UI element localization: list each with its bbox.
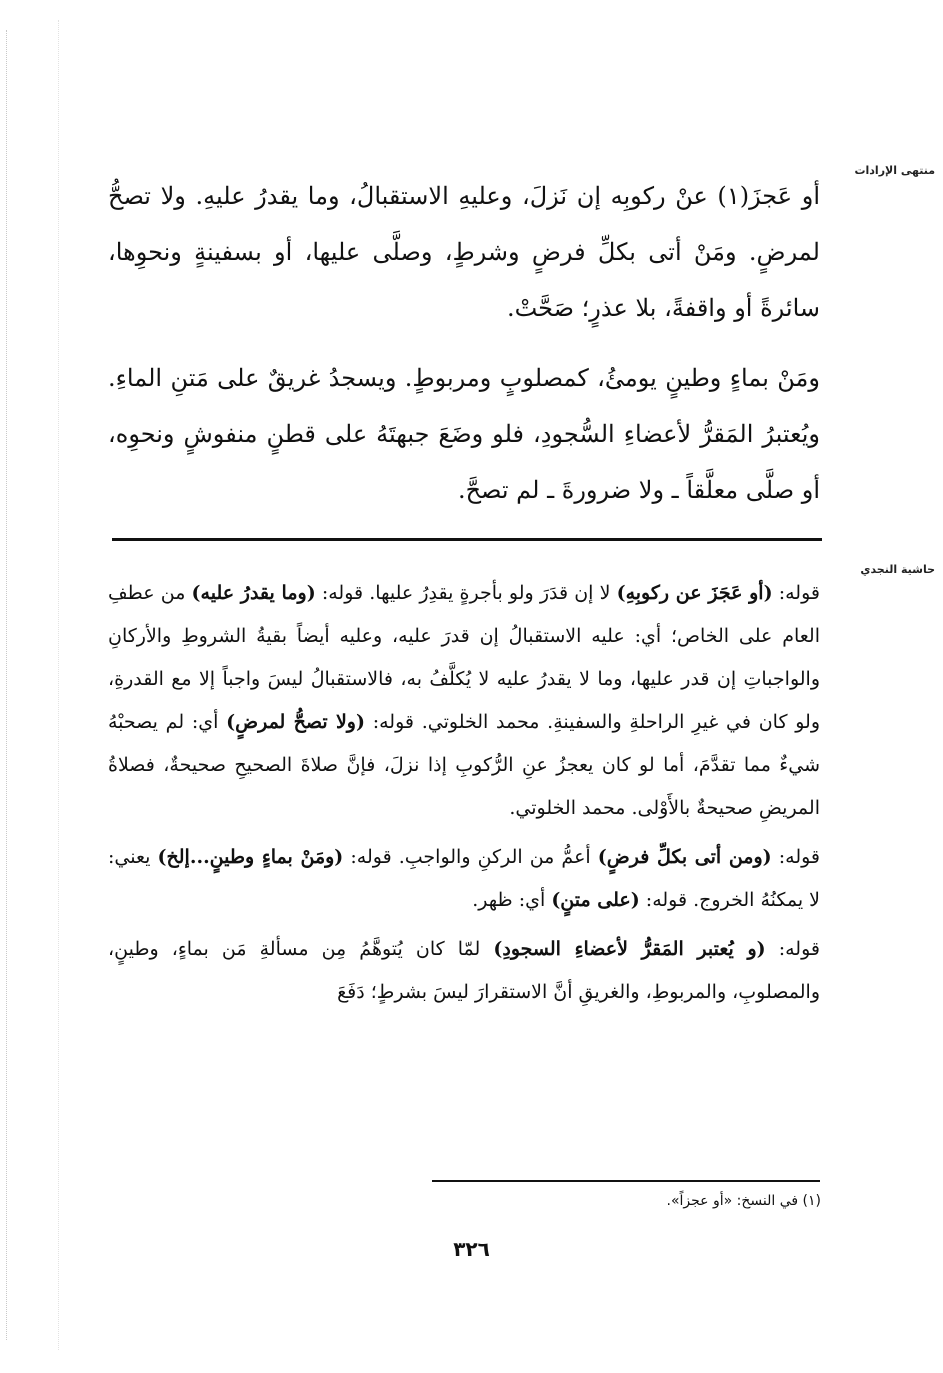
commentary-quote: (أو عَجَزَ عن ركوبِهِ) (616, 582, 773, 604)
side-label-main-text: منتهى الإرادات (854, 164, 935, 177)
commentary-text: أي: لم يصحبْهُ شيءٌ مما تقدَّمَ، أما لو كان يعجزُ عنِ الرُّكوبِ إذا نزلَ، فإنَّ صلاةَ الصحيحِ صحيحةٌ، فصلاةُ المريضِ صحيحةٌ بالأَوْلى. محمد الخلوتي. (108, 711, 820, 819)
commentary-quote: (ومَنْ بماءٍ وطينٍ...إلخ) (157, 846, 344, 868)
commentary-paragraph-1 (108, 572, 820, 830)
commentary-block (108, 572, 820, 1020)
commentary-quote: (و يُعتبر المَقرُّ لأعضاءِ السجودِ) (493, 938, 766, 960)
scan-edge-marks (6, 30, 7, 1340)
commentary-text: قوله: (765, 938, 820, 960)
commentary-text: يعني: لا يمكنُهُ الخروج. قوله: (108, 846, 820, 911)
main-text-block (108, 168, 820, 532)
commentary-text: لا إن قدَرَ ولو بأجرةٍ يقدِرُ عليها. قوله: (315, 582, 617, 604)
commentary-quote: (على متنٍ) (551, 889, 640, 911)
side-label-commentary: حاشية النجدي (860, 563, 935, 576)
commentary-paragraph-3 (108, 928, 820, 1014)
commentary-text: لمّا كان يُتوهَّمُ مِن مسألةِ مَن بماءٍ، وطينٍ، والمصلوبِ، والمربوطِ، والغريقِ أنَّ الاستقرارَ ليسَ بشرطٍ؛ دَفَعَ (108, 938, 820, 1003)
commentary-text: من عطفِ العام على الخاص؛ أي: عليه الاستقبالُ إن قدرَ عليه، وعليه أيضاً بقيةُ الشروطِ والأركانِ والواجباتِ إن قدر عليها، وما لا يقدرُ عليه لا يُكلَّفُ به، فالاستقبالُ ليسَ واجباً إلا مع القدرةِ، ولو كان في غيرِ الراحلةِ والسفينةِ. محمد الخلوتي. قوله: (108, 582, 820, 733)
commentary-quote: (ولا تصحُّ لمرضٍ) (226, 711, 365, 733)
footnote-rule (432, 1180, 820, 1182)
scan-edge-marks-inner (58, 20, 59, 1350)
main-paragraph-2: ومَنْ بماءٍ وطينٍ يومئُ، كمصلوبٍ ومربوطٍ. ويسجدُ غريقٌ على مَتنِ الماءِ. ويُعتبرُ المَقرُّ لأعضاءِ السُّجودِ، فلو وضَعَ جبهتَهُ على قطنٍ منفوشٍ ونحوِه، أو صلَّى معلَّقاً ـ ولا ضرورةَ ـ لم تصحَّ. (108, 364, 820, 504)
commentary-quote: (ومن أتى بكلِّ فرضٍ) (597, 846, 772, 868)
commentary-text: أعمُّ من الركنِ والواجبِ. قوله: (343, 846, 598, 868)
commentary-text: أي: ظهر. (472, 889, 552, 911)
commentary-quote: (وما يقدرُ عليه) (191, 582, 316, 604)
section-divider (112, 538, 822, 541)
commentary-text: قوله: (771, 846, 821, 868)
page-number: ٣٢٦ (453, 1237, 490, 1261)
commentary-text: قوله: (772, 582, 820, 604)
footnote: (١) في النسخ: «أو عجزاً». (666, 1193, 821, 1209)
main-paragraph-1: أو عَجزَ(١) عنْ ركوبِه إن نَزلَ، وعليهِ الاستقبالُ، وما يقدرُ عليهِ. ولا تصحُّ لمرضٍ. ومَنْ أتى بكلِّ فرضٍ وشرطٍ، وصلَّى عليها، أو بسفينةٍ ونحوِها، سائرةً أو واقفةً، بلا عذرٍ؛ صَحَّتْ. (108, 182, 821, 322)
commentary-paragraph-2 (108, 836, 820, 922)
